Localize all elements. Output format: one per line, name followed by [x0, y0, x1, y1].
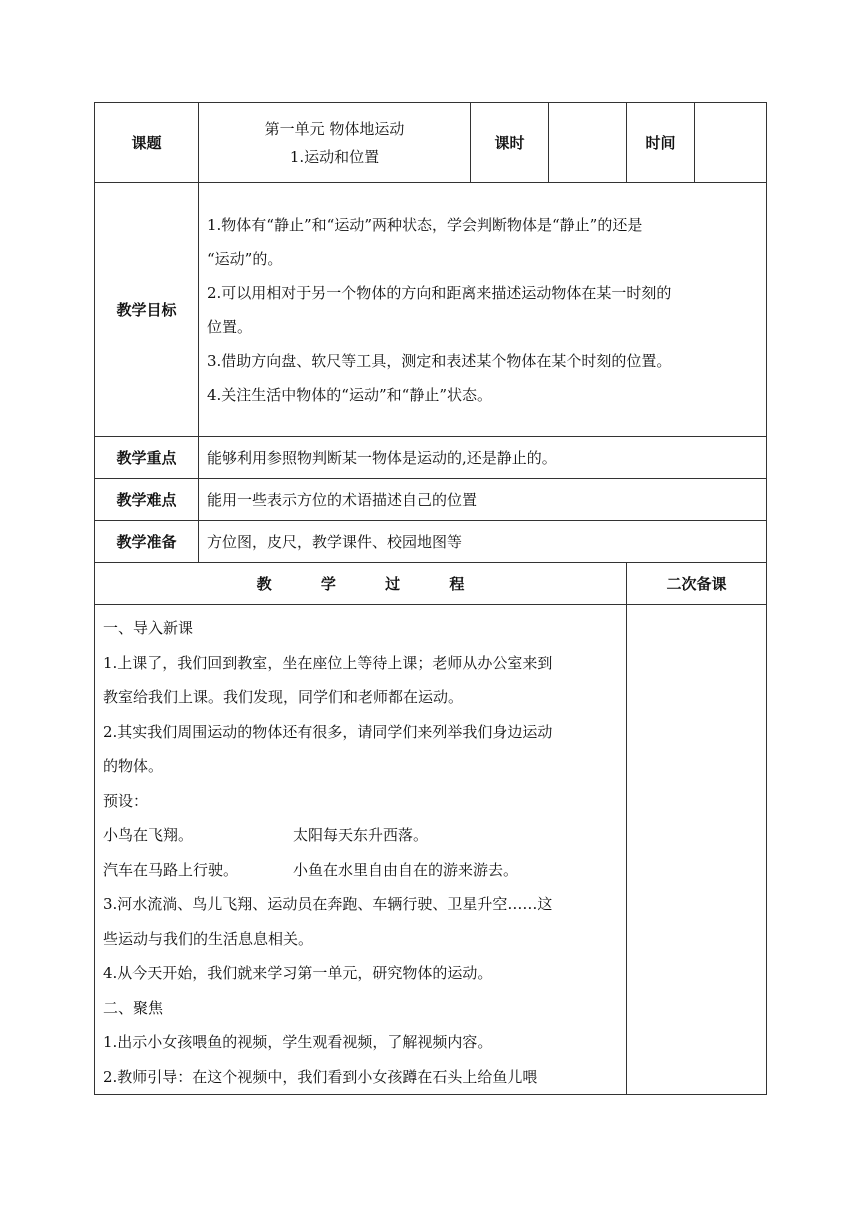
- example-pair: [103, 853, 620, 888]
- process-heading-char: 过: [385, 575, 401, 593]
- process-line: 1.出示小女孩喂鱼的视频，学生观看视频，了解视频内容。: [103, 1033, 493, 1051]
- header-row: [95, 103, 767, 183]
- difficulty-label: 教学难点: [95, 479, 199, 521]
- example-right: 小鱼在水里自由自在的游来游去。: [293, 860, 519, 879]
- process-line: 4.从今天开始，我们就来学习第一单元，研究物体的运动。: [103, 964, 493, 982]
- preparation-row: [95, 521, 767, 563]
- example-right: 太阳每天东升西落。: [293, 826, 429, 844]
- objective-line: 位置。: [207, 317, 253, 336]
- second-prep-notes: [627, 605, 767, 1095]
- example-pair: [103, 818, 620, 853]
- process-line: 教室给我们上课。我们发现，同学们和老师都在运动。: [103, 688, 464, 706]
- topic-unit: 第一单元 物体地运动: [264, 119, 405, 138]
- objectives-content: [199, 183, 767, 437]
- process-line: 3.河水流淌、鸟儿飞翔、运动员在奔跑、车辆行驶、卫星升空……这: [103, 895, 553, 913]
- process-line: 2.教师引导：在这个视频中，我们看到小女孩蹲在石头上给鱼儿喂: [103, 1067, 538, 1086]
- process-line: 的物体。: [103, 757, 164, 775]
- objective-line: “运动”的。: [207, 249, 283, 268]
- lesson-plan-table: [94, 102, 767, 1095]
- period-label: 课时: [471, 103, 549, 183]
- process-header-row: [95, 563, 767, 605]
- objective-line: 3.借助方向盘、软尺等工具，测定和表述某个物体在某个时刻的位置。: [207, 351, 672, 370]
- process-heading-char: 学: [320, 575, 336, 593]
- time-label: 时间: [627, 103, 695, 183]
- objectives-row: [95, 183, 767, 437]
- key-point-row: [95, 437, 767, 479]
- example-left: 汽车在马路上行驶。: [103, 860, 239, 879]
- preparation-text: 方位图，皮尺，教学课件、校园地图等: [199, 521, 767, 563]
- objectives-label: 教学目标: [95, 183, 199, 437]
- second-prep-label: 二次备课: [627, 563, 767, 605]
- process-line: 二、聚焦: [103, 998, 164, 1017]
- period-value: [549, 103, 627, 183]
- process-line: 1.上课了，我们回到教室，坐在座位上等待上课；老师从办公室来到: [103, 653, 553, 672]
- time-value: [695, 103, 767, 183]
- objective-line: 1.物体有“静止”和“运动”两种状态，学会判断物体是“静止”的还是: [207, 215, 643, 234]
- process-content: [95, 605, 627, 1095]
- topic-label: 课题: [95, 103, 199, 183]
- example-left: 小鸟在飞翔。: [103, 826, 194, 844]
- process-heading-char: 教: [256, 575, 272, 593]
- objective-line: 4.关注生活中物体的“运动”和“静止”状态。: [207, 385, 492, 404]
- difficulty-text: 能用一些表示方位的术语描述自己的位置: [199, 479, 767, 521]
- process-heading: [95, 563, 627, 605]
- process-line: 一、导入新课: [103, 619, 194, 637]
- preparation-label: 教学准备: [95, 521, 199, 563]
- process-line: 些运动与我们的生活息息相关。: [103, 929, 314, 948]
- topic-lesson: 1.运动和位置: [289, 147, 380, 166]
- key-point-text: 能够利用参照物判断某一物体是运动的,还是静止的。: [199, 437, 767, 479]
- topic-cell: [199, 103, 471, 183]
- process-line: 预设：: [103, 791, 149, 810]
- objective-line: 2.可以用相对于另一个物体的方向和距离来描述运动物体在某一时刻的: [207, 283, 672, 302]
- difficulty-row: [95, 479, 767, 521]
- process-row: [95, 605, 767, 1095]
- process-line: 2.其实我们周围运动的物体还有很多，请同学们来列举我们身边运动: [103, 722, 553, 741]
- process-heading-char: 程: [449, 575, 465, 593]
- key-point-label: 教学重点: [95, 437, 199, 479]
